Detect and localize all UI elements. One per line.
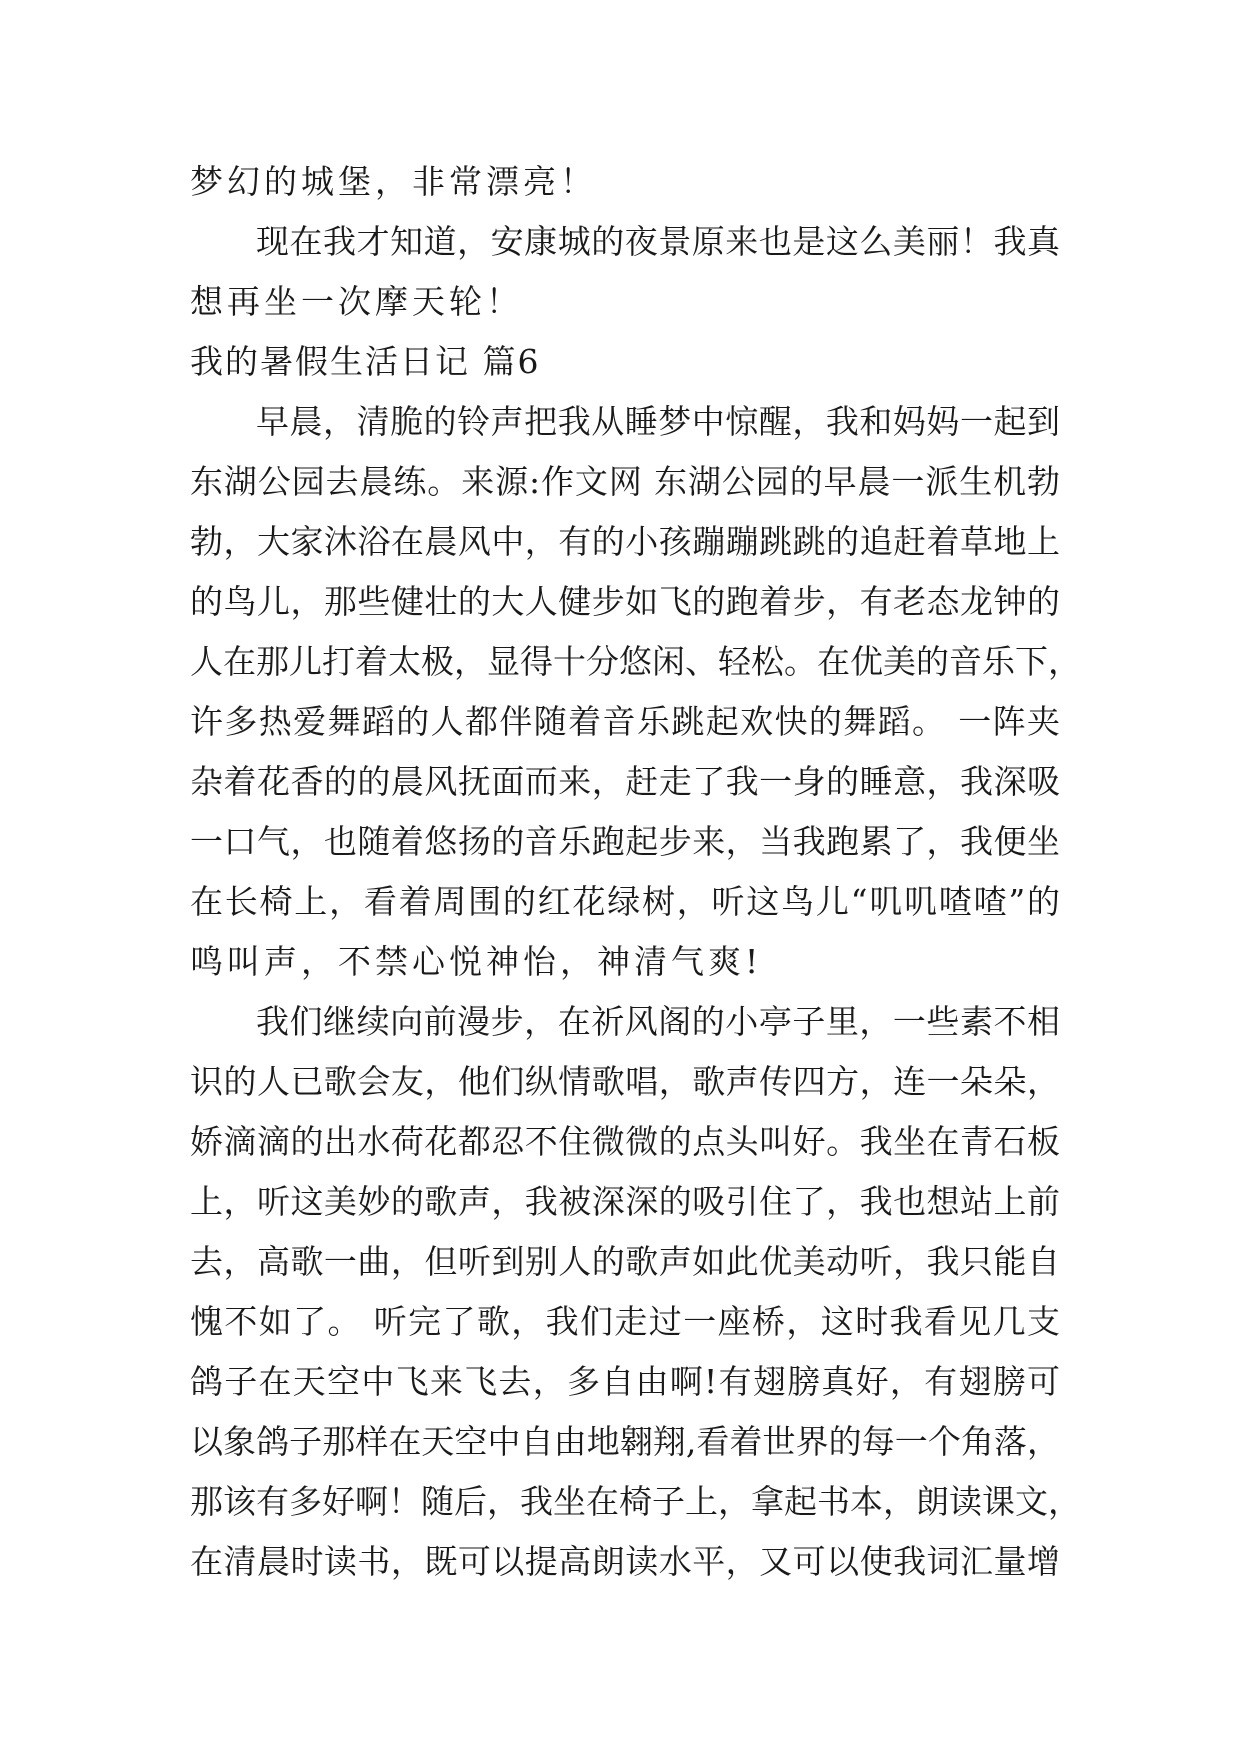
text-line: 想再坐一次摩天轮！ bbox=[190, 282, 523, 321]
paragraph-1 bbox=[190, 152, 1060, 212]
paragraph-2 bbox=[190, 212, 1060, 332]
text-line: 现在我才知道，安康城的夜景原来也是这么美丽！我真 bbox=[256, 222, 1060, 261]
text-line: 鸽子在天空中飞来飞去，多自由啊!有翅膀真好，有翅膀可 bbox=[190, 1362, 1060, 1401]
text-line: 鸣叫声，不禁心悦神怡，神清气爽! bbox=[190, 942, 763, 981]
text-line: 人在那儿打着太极，显得十分悠闲、轻松。在优美的音乐下， bbox=[190, 642, 1081, 681]
text-line: 勃，大家沐浴在晨风中，有的小孩蹦蹦跳跳的追赶着草地上 bbox=[190, 522, 1060, 561]
text-line: 杂着花香的的晨风抚面而来，赶走了我一身的睡意，我深吸 bbox=[190, 762, 1060, 801]
document-page bbox=[190, 152, 1081, 1592]
text-line: 去，高歌一曲，但听到别人的歌声如此优美动听，我只能自 bbox=[190, 1242, 1060, 1281]
text-line: 上，听这美妙的歌声，我被深深的吸引住了，我也想站上前 bbox=[190, 1182, 1060, 1221]
paragraph-4 bbox=[190, 992, 1081, 1592]
text-line: 我们继续向前漫步，在祈风阁的小亭子里，一些素不相 bbox=[256, 1002, 1060, 1041]
section-heading: 我的暑假生活日记 篇6 bbox=[190, 342, 541, 381]
text-line: 早晨，清脆的铃声把我从睡梦中惊醒，我和妈妈一起到 bbox=[256, 402, 1060, 441]
text-line: 在清晨时读书，既可以提高朗读水平，又可以使我词汇量增 bbox=[190, 1542, 1060, 1581]
text-line: 愧不如了。 听完了歌，我们走过一座桥，这时我看见几支 bbox=[190, 1302, 1060, 1341]
text-line: 识的人已歌会友，他们纵情歌唱，歌声传四方，连一朵朵， bbox=[190, 1062, 1060, 1101]
text-line: 的鸟儿，那些健壮的大人健步如飞的跑着步，有老态龙钟的 bbox=[190, 582, 1060, 621]
text-line: 那该有多好啊！随后，我坐在椅子上，拿起书本，朗读课文， bbox=[190, 1482, 1081, 1521]
text-line: 以象鸽子那样在天空中自由地翱翔,看着世界的每一个角落， bbox=[190, 1422, 1060, 1461]
text-line: 梦幻的城堡，非常漂亮！ bbox=[190, 162, 597, 201]
text-line: 在长椅上，看着周围的红花绿树，听这鸟儿“叽叽喳喳”的 bbox=[190, 882, 1060, 921]
text-line: 东湖公园去晨练。来源:作文网 东湖公园的早晨一派生机勃 bbox=[190, 462, 1060, 501]
text-line: 娇滴滴的出水荷花都忍不住微微的点头叫好。我坐在青石板 bbox=[190, 1122, 1060, 1161]
paragraph-3 bbox=[190, 392, 1081, 992]
text-line: 许多热爱舞蹈的人都伴随着音乐跳起欢快的舞蹈。 一阵夹 bbox=[190, 702, 1060, 741]
text-line: 一口气，也随着悠扬的音乐跑起步来，当我跑累了，我便坐 bbox=[190, 822, 1060, 861]
